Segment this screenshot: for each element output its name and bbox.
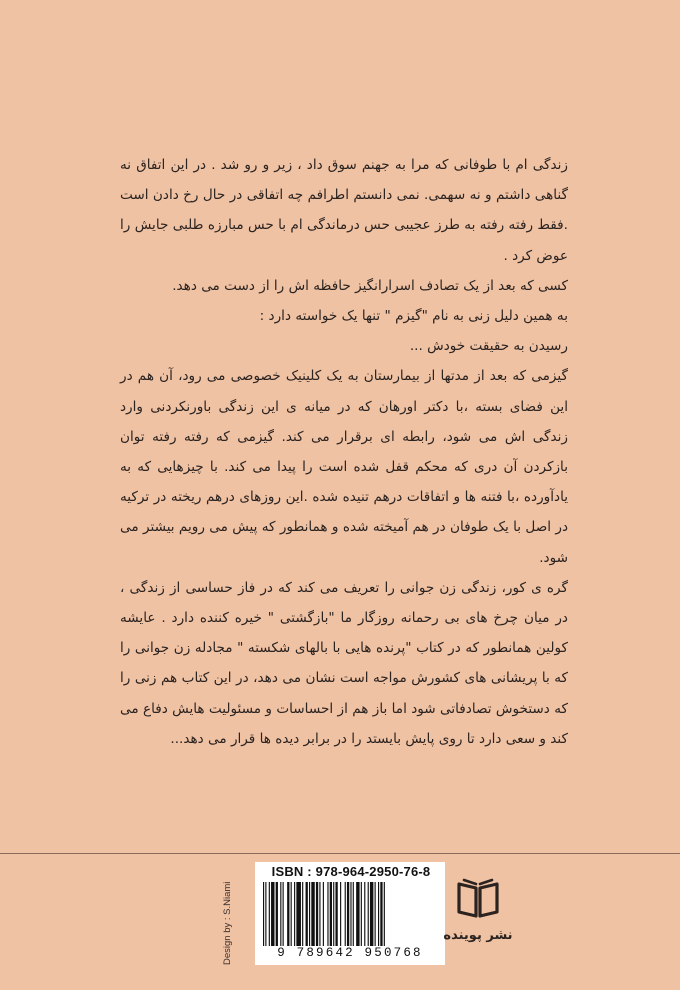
publisher-name: نشر پوینده	[443, 928, 513, 943]
synopsis-paragraph-1: زندگی ام با طوفانی که مرا به جهنم سوق داد ، زیر و رو شد . در این اتفاق نه گناهی داشتم و نه سهمی. نمی دانستم اطرافم چه اتفاقی در حال رخ دادن است .فقط رفته رفته به طرز عجیبی حس درماندگی ام با حس مبارزه طلبی جایش را عوض کرد .	[120, 157, 568, 264]
synopsis-text	[120, 150, 568, 754]
barcode-bars	[261, 882, 439, 946]
synopsis-paragraph-2: کسی که بعد از یک تصادف اسرارانگیز حافظه اش را از دست می دهد.	[172, 277, 568, 294]
synopsis-paragraph-6: گره ی کور، زندگی زن جوانی را تعریف می کند که در فاز حساسی از زندگی ، در میان چرخ های بی رحمانه روزگار ما "بازگشتی " خیره کننده دارد . عایشه کولین همانطور که در کتاب "پرنده هایی با بالهای شکسته " مجادله زن جوانی را که با پریشانی های کشورش مواجه است نشان می دهد، در این کتاب هم زنی را که دستخوش تصادفاتی شود اما باز هم از احساسات و مسئولیت هایش دفاع می کند و سعی دارد تا روی پایش بایستد را در برابر دیده ها قرار می دهد...	[120, 579, 568, 747]
synopsis-paragraph-4: رسیدن به حقیقت خودش ...	[409, 338, 568, 355]
bottom-divider	[0, 853, 680, 854]
barcode-digits: 9 789642 950768	[277, 946, 423, 960]
designer-credit: Design by : S.Niami	[222, 881, 233, 965]
synopsis-paragraph-5: گیزمی که بعد از مدتها از بیمارستان به یک کلینیک خصوصی می رود، آن هم در این فضای بسته ،با دکتر اورهان که در میانه ی این زندگی باورنکردنی وارد زندگی اش می شود، رابطه ای برقرار می کند. گیزمی که رفته رفته توان بازکردن آن دری که محکم قفل شده است را پیدا می کند. با چیزهایی که به یادآورده ،با فتنه ها و اتفاقات درهم تنیده شده .این روزهای درهم ریخته در ترکیه در اصل با یک طوفان در هم آمیخته شده و همانطور که پیش می رویم بیشتر می شود.	[120, 368, 568, 566]
open-book-logo-icon	[455, 876, 501, 918]
synopsis-paragraph-3: به همین دلیل زنی به نام "گیزم " تنها یک خواسته دارد :	[259, 308, 568, 325]
isbn-barcode	[255, 862, 445, 965]
isbn-label: ISBN : 978-964-2950-76-8	[271, 864, 431, 879]
